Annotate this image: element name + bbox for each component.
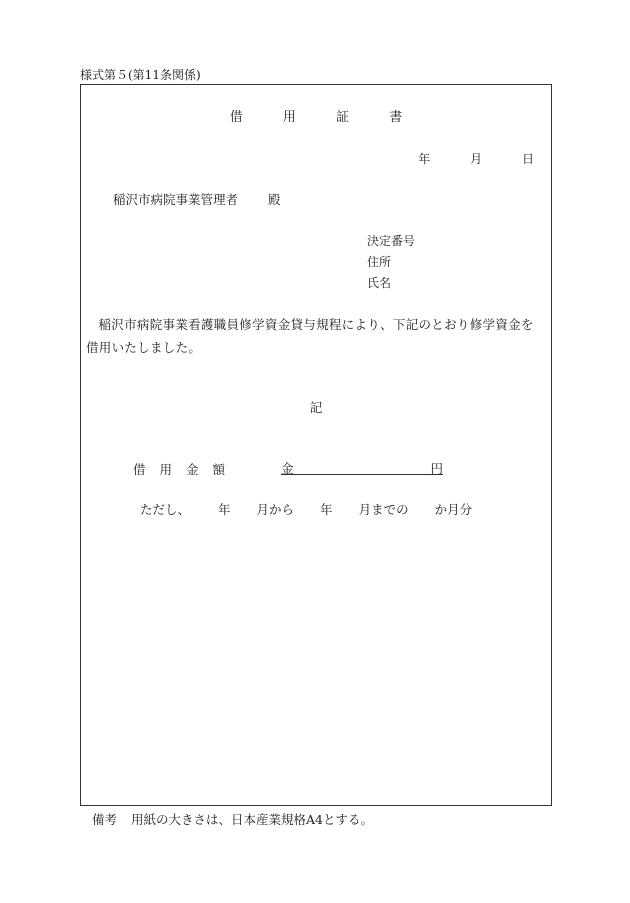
period-tadashi: ただし、: [140, 502, 191, 517]
decision-number-label: 決定番号: [367, 234, 416, 248]
body-paragraph: 稲沢市病院事業看護職員修学資金貸与規程により、下記のとおり修学資金を借用いたしました。: [86, 317, 534, 355]
date-line: [382, 150, 534, 167]
note-label: 備考: [92, 812, 118, 827]
note-text: 用紙の大きさは、日本産業規格A4とする。: [131, 812, 373, 827]
name-label: 氏名: [367, 276, 392, 290]
loan-amount-label: [133, 460, 239, 478]
amount-label-char: 借: [133, 462, 146, 477]
remarks-note: [92, 810, 373, 828]
amount-prefix: 金: [281, 461, 294, 476]
date-month: 月: [470, 152, 483, 166]
period-to-year: 年: [320, 502, 333, 517]
amount-label-char: 金: [186, 462, 199, 477]
loan-amount-field[interactable]: [281, 458, 443, 475]
title-char: 証: [336, 110, 350, 125]
form-number-label: 様式第５(第11条関係): [80, 68, 201, 82]
addressee-honorific: 殿: [268, 192, 281, 207]
period-months: か月分: [434, 502, 473, 517]
title-char: 借: [229, 110, 243, 125]
loan-period-line: [140, 500, 472, 518]
title-char: 書: [389, 110, 403, 125]
amount-label-char: 用: [159, 462, 173, 477]
period-from-month: 月から: [256, 502, 295, 517]
date-year: 年: [418, 152, 431, 166]
amount-unit: 円: [430, 461, 443, 476]
amount-label-char: 額: [212, 462, 226, 477]
addressee: [113, 190, 281, 208]
addressee-name: 稲沢市病院事業管理者: [113, 192, 239, 207]
title-char: 用: [282, 110, 296, 125]
date-day: 日: [521, 152, 534, 166]
document-title: [80, 106, 552, 125]
address-label: 住所: [367, 255, 392, 269]
ki-heading: 記: [309, 400, 323, 415]
period-to-month: 月までの: [358, 502, 409, 517]
period-from-year: 年: [218, 502, 231, 517]
